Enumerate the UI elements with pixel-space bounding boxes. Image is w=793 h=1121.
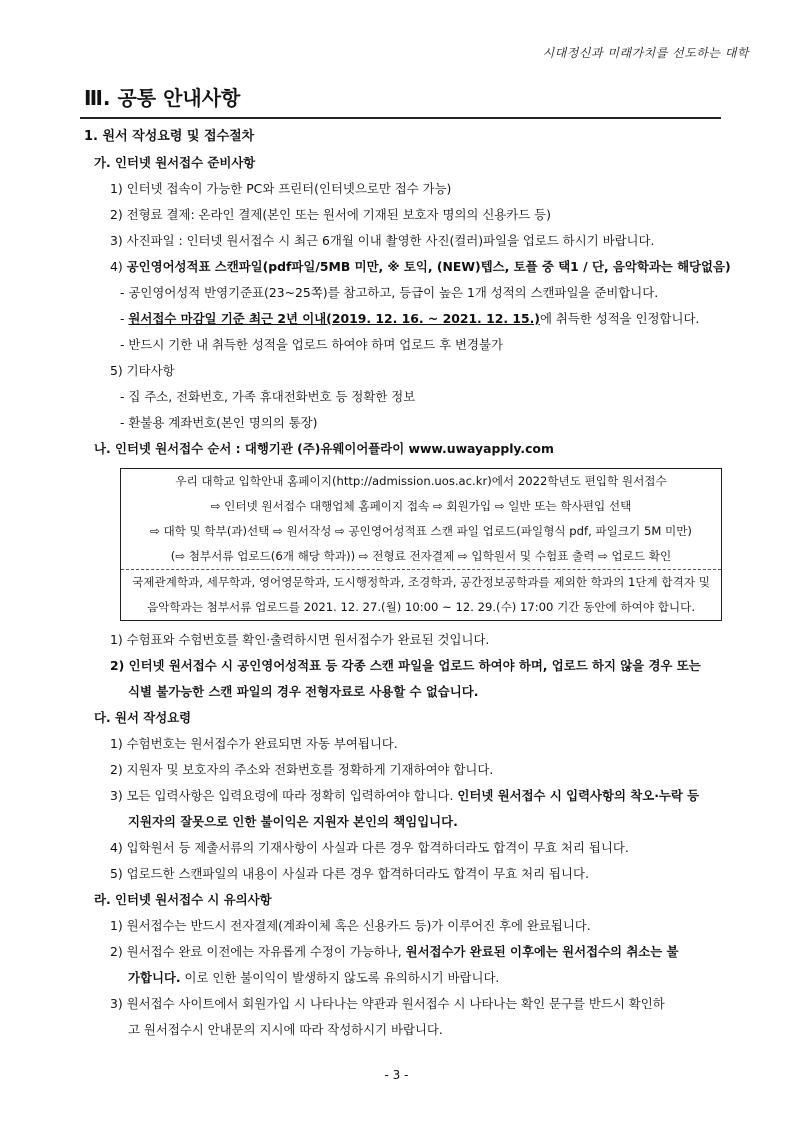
heading-na: 나. 인터넷 원서접수 순서 : 대행기관 (주)유웨이어플라이 www.uwayapply.com [94,441,554,456]
item-number: 4) [110,259,127,274]
list-item-continuation [80,679,730,705]
list-item [80,783,730,809]
list-item-continuation: 고 원서접수시 안내문의 지시에 따라 작성하시기 바랍니다. [128,1022,443,1037]
list-item [80,653,730,679]
bold-text: 지원자의 잘못으로 인한 불이익은 지원자 본인의 책임입니다. [128,814,458,829]
list-item: 2) 지원자 및 보호자의 주소와 전화번호를 정확하게 기재하여야 합니다. [110,762,494,777]
list-item: 1) 수험번호는 원서접수가 완료되면 자동 부여됩니다. [110,736,398,751]
bold-text: 가합니다. [128,970,181,985]
sub-item: - 반드시 기한 내 취득한 성적을 업로드 하여야 하며 업로드 후 변경불가 [120,337,503,352]
list-item: 1) 수험표와 수험번호를 확인·출력하시면 원서접수가 완료된 것입니다. [110,632,490,647]
flow-step: (⇨ 첨부서류 업로드(6개 해당 학과)) ⇨ 전형료 전자결제 ⇨ 입학원서 및 수험표 출력 ⇨ 업로드 확인 [170,549,672,563]
flow-step: ⇨ 인터넷 원서접수 대행업체 홈페이지 접속 ⇨ 회원가입 ⇨ 일반 또는 학사편입 선택 [210,499,632,513]
section-title: Ⅲ. 공통 안내사항 [84,86,241,110]
sub-item: - 집 주소, 전화번호, 가족 휴대전화번호 등 정확한 정보 [120,389,416,404]
plain-text: 2) 원서접수 완료 이전에는 자유롭게 수정이 가능하나, [110,944,406,959]
header-slogan: 시대정신과 미래가치를 선도하는 대학 [542,46,749,60]
flow-note: 국제관계학과, 세무학과, 영어영문학과, 도시행정학과, 조경학과, 공간정보공학과를 제외한 학과의 1단계 합격자 및 [121,569,721,595]
title-divider [80,117,721,119]
sub-item: - 환불용 계좌번호(본인 명의의 통장) [120,415,318,430]
list-item: 3) 사진파일 : 인터넷 원서접수 시 최근 6개월 이내 촬영한 사진(컬러)파일을 업로드 하시기 바랍니다. [110,233,655,248]
section-title-block [80,80,721,119]
bold-text: 2) 인터넷 원서접수 시 공인영어성적표 등 각종 스캔 파일을 업로드 하여야 하며, 업로드 하지 않을 경우 또는 [110,658,701,673]
plain-text: 이로 인한 불이익이 발생하지 않도록 유의하시기 바랍니다. [180,970,500,985]
sub-item-deadline [80,306,730,332]
underlined-text: 원서접수 마감일 기준 최근 2년 이내(2019. 12. 16. ~ 2021. 12. 15.) [128,311,540,326]
bold-text: 식별 불가능한 스캔 파일의 경우 전형자료로 사용할 수 없습니다. [128,684,479,699]
list-item: 3) 원서접수 사이트에서 회원가입 시 나타나는 약관과 원서접수 시 나타나는 확인 문구를 반드시 확인하 [110,996,665,1011]
document-body [80,124,730,1043]
page-number: - 3 - [384,1068,409,1082]
heading-ra: 라. 인터넷 원서접수 시 유의사항 [94,892,272,907]
plain-text: 에 취득한 성적을 인정합니다. [539,311,700,326]
bold-text: 공인영어성적표 스캔파일(pdf파일/5MB 미만, ※ 토익, (NEW)텝스, 토플 중 택1 / 단, 음악학과는 해당없음) [126,259,731,274]
list-item-continuation [80,809,730,835]
flow-note: 음악학과는 첨부서류 업로드를 2021. 12. 27.(월) 10:00 ~ 12. 29.(수) 17:00 기간 동안에 하여야 합니다. [146,600,696,614]
list-item: 2) 전형료 결제: 온라인 결제(본인 또는 원서에 기재된 보호자 명의의 신용카드 등) [110,207,551,222]
heading-1: 1. 원서 작성요령 및 접수절차 [84,129,255,144]
bold-text: 원서접수가 완료된 이후에는 원서접수의 취소는 불 [405,944,679,959]
list-item: 5) 업로드한 스캔파일의 내용이 사실과 다른 경우 합격하더라도 합격이 무효 처리 됩니다. [110,866,589,881]
list-item: 1) 인터넷 접속이 가능한 PC와 프린터(인터넷으로만 접수 가능) [110,181,452,196]
bold-text: 인터넷 원서접수 시 입력사항의 착오·누락 등 [457,788,700,803]
list-item-continuation [80,965,730,991]
flow-step: 우리 대학교 입학안내 홈페이지(http://admission.uos.ac.kr)에서 2022학년도 편입학 원서접수 [175,474,667,488]
flow-step: ⇨ 대학 및 학부(과)선택 ⇨ 원서작성 ⇨ 공인영어성적표 스캔 파일 업로드(파일형식 pdf, 파일크기 5M 미만) [150,524,692,538]
dash: - [120,311,129,326]
list-item-english-score [80,254,730,280]
list-item: 4) 입학원서 등 제출서류의 기재사항이 사실과 다른 경우 합격하더라도 합격이 무효 처리 됩니다. [110,840,629,855]
plain-text: 3) 모든 입력사항은 입력요령에 따라 정확히 입력하여야 합니다. [110,788,458,803]
list-item [80,939,730,965]
list-item: 5) 기타사항 [110,363,175,378]
list-item: 1) 원서접수는 반드시 전자결제(계좌이체 혹은 신용카드 등)가 이루어진 후에 완료됩니다. [110,918,591,933]
application-flow-box [120,468,722,621]
heading-ga: 가. 인터넷 원서접수 준비사항 [94,155,256,170]
heading-da: 다. 원서 작성요령 [94,710,192,725]
sub-item: - 공인영어성적 반영기준표(23~25쪽)를 참고하고, 등급이 높은 1개 성적의 스캔파일을 준비합니다. [120,285,659,300]
